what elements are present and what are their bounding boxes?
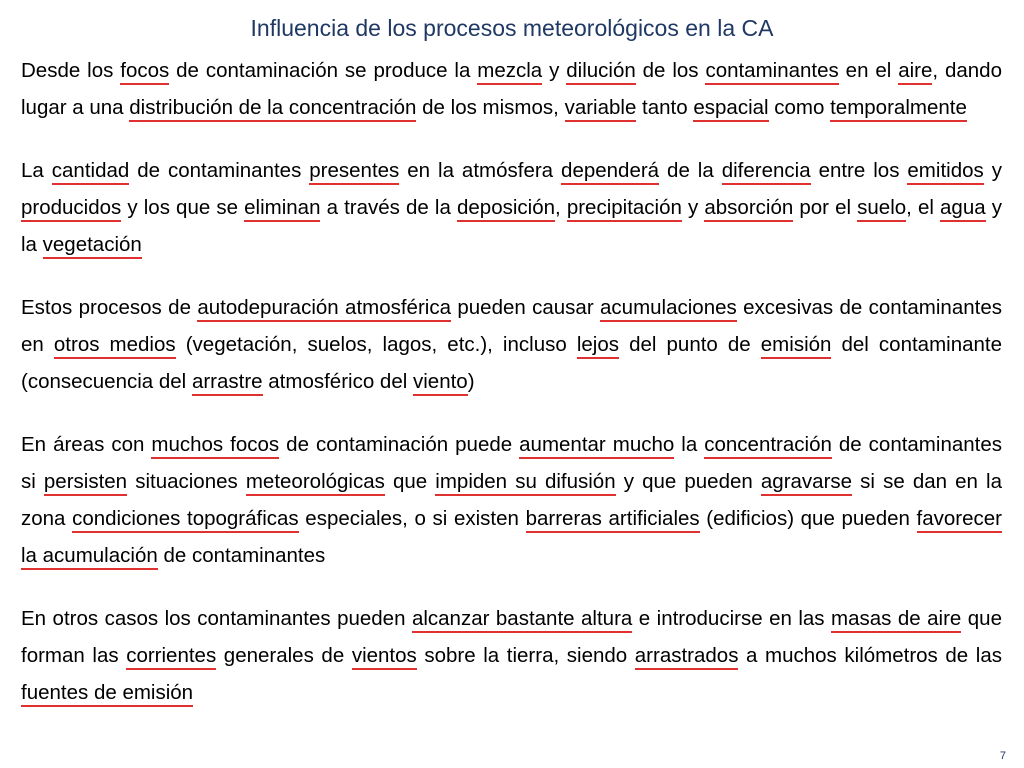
text-segment: del contaminante (consecuencia del [21,333,1003,393]
text-segment: En áreas con [21,433,152,456]
underlined-term: impiden su difusión [435,470,615,496]
underlined-term: condiciones topográficas [72,507,299,533]
underlined-term: arrastre [192,370,263,396]
text-segment: que forman las [21,607,1002,667]
text-segment: a través de la [320,196,457,219]
slide-title: Influencia de los procesos meteorológicos en la CA [250,15,774,41]
underlined-term: focos [120,59,169,85]
underlined-term: eliminan [244,196,320,222]
underlined-term: producidos [21,196,121,222]
text-segment: , dando lugar a una [21,59,1002,119]
underlined-term: vegetación [43,233,142,259]
text-segment: Estos procesos de [21,296,198,319]
text-segment: por el [793,196,858,219]
underlined-term: contaminantes [705,59,838,85]
underlined-term: persisten [44,470,127,496]
text-segment: generales de [216,644,352,667]
text-segment: Desde los [21,59,121,82]
text-segment: y [983,159,1002,182]
underlined-term: emitidos [907,159,983,185]
underlined-term: deposición [457,196,555,222]
slide-body [21,52,1002,737]
underlined-term: autodepuración atmosférica [197,296,451,322]
underlined-term: presentes [309,159,399,185]
paragraph-4 [21,426,1002,574]
underlined-term: temporalmente [830,96,967,122]
underlined-term: aire [898,59,932,85]
underlined-term: diferencia [722,159,811,185]
underlined-term: alcanzar bastante altura [412,607,632,633]
underlined-term: concentración [704,433,832,459]
text-segment: excesivas de contaminantes en [21,296,1002,356]
paragraph-5 [21,600,1002,711]
text-segment: de contaminación se produce la [169,59,478,82]
text-segment: si se dan en la zona [21,470,1002,530]
underlined-term: cantidad [52,159,130,185]
underlined-term: dependerá [561,159,659,185]
text-segment: , el [906,196,941,219]
underlined-term: precipitación [567,196,682,222]
page-number: 7 [999,750,1006,762]
text-segment: de la [659,159,722,182]
paragraph-2 [21,152,1002,263]
text-segment: de contaminación puede [279,433,520,456]
underlined-term: barreras artificiales [526,507,700,533]
text-segment: sobre la tierra, siendo [416,644,635,667]
underlined-term: meteorológicas [246,470,385,496]
text-segment: , [555,196,567,219]
text-segment: y que pueden [615,470,761,493]
text-segment: en la atmósfera [399,159,562,182]
underlined-term: viento [413,370,468,396]
underlined-term: vientos [352,644,417,670]
underlined-term: muchos focos [151,433,279,459]
text-segment: ) [467,370,475,393]
text-segment: tanto [636,96,694,119]
paragraph-3 [21,289,1002,400]
text-segment: y [542,59,567,82]
text-segment: (vegetación, suelos, lagos, etc.), incluso [175,333,577,356]
underlined-term: mezcla [477,59,542,85]
underlined-term: fuentes de emisión [21,681,193,707]
paragraph-1 [21,52,1002,126]
text-segment: del punto de [619,333,761,356]
underlined-term: lejos [577,333,619,359]
underlined-term: distribución de la concentración [129,96,416,122]
underlined-term: dilución [566,59,636,85]
underlined-term: otros medios [54,333,176,359]
text-segment: En otros casos los contaminantes pueden [21,607,412,630]
text-segment: en el [838,59,899,82]
text-segment: y la [21,196,1002,256]
text-segment: de los mismos, [416,96,565,119]
text-segment: especiales, o si existen [298,507,526,530]
underlined-term: absorción [704,196,793,222]
underlined-term: aumentar mucho [519,433,674,459]
text-segment: de contaminantes [129,159,310,182]
text-segment: como [768,96,831,119]
text-segment: e introducirse en las [632,607,832,630]
underlined-term: corrientes [126,644,216,670]
underlined-term: variable [565,96,637,122]
text-segment: entre los [810,159,908,182]
text-segment: a muchos kilómetros de las [738,644,1002,667]
underlined-term: espacial [693,96,768,122]
underlined-term: arrastrados [635,644,739,670]
text-segment: La [21,159,52,182]
text-segment: de contaminantes si [21,433,1002,493]
text-segment: atmosférico del [262,370,413,393]
text-segment: de los [635,59,706,82]
text-segment: que [384,470,436,493]
underlined-term: agravarse [761,470,852,496]
underlined-term: suelo [857,196,906,222]
underlined-term: favorecer la acumulación [21,507,1002,570]
text-segment: de contaminantes [157,544,326,567]
text-segment: situaciones [127,470,246,493]
text-segment: y los que se [121,196,245,219]
text-segment: pueden causar [451,296,601,319]
underlined-term: masas de aire [831,607,961,633]
underlined-term: emisión [761,333,832,359]
underlined-term: agua [940,196,986,222]
text-segment: y [681,196,705,219]
text-segment: la [674,433,705,456]
underlined-term: acumulaciones [600,296,737,322]
text-segment: (edificios) que pueden [699,507,917,530]
